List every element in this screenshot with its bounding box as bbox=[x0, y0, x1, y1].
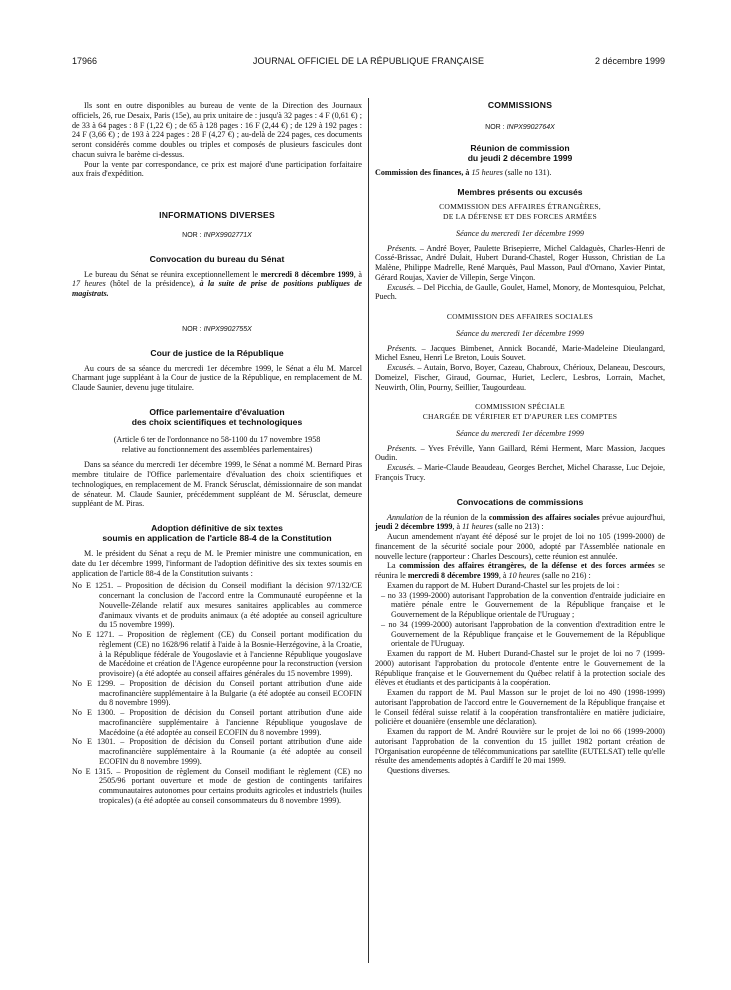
heading-office-parlementaire: Office parlementaire d'évaluation des choix scientifiques et technologiques bbox=[131, 406, 303, 427]
list-item: No E 1251. – Proposition de décision du Conseil modifiant la décision 97/132/CE concernant la conclusion de l'accord entre la Communauté européenne et la Nouvelle-Zélande relatif aux mesures sanitaires applicables au commerce d'animaux vivants et de produits animaux (a été adoptée au conseil agriculture du 15 novembre 1999). bbox=[72, 581, 363, 630]
heading-reunion-commission: Réunion de commission du jeudi 2 décembre 1999 bbox=[467, 142, 573, 163]
heading-adoption-textes: Adoption définitive de six textes soumis en application de l'article 88-4 de la Constitution bbox=[102, 523, 332, 543]
commission-name: COMMISSION SPÉCIALE CHARGÉE DE VÉRIFIER ET D'APURER LES COMPTES bbox=[422, 402, 618, 421]
examen-paragraph: Examen du rapport de M. Hubert Durand-Chastel sur le projet de loi no 7 (1999-2000) autorisant l'approbation du protocole d'entente entre le Gouvernement de la République française et le Gouvernement du Québec relatif à la protection sociale des élèves et étudiants et des participants à la coopération. bbox=[375, 649, 665, 688]
page-header bbox=[72, 56, 665, 70]
page-number: 17966 bbox=[72, 56, 98, 66]
nor-reference: NOR : INPX9902764X bbox=[485, 123, 555, 131]
list-item: No E 1300. – Proposition de décision du Conseil portant attribution d'une aide macrofinancière supplémentaire à l'ancienne République yougoslave de Macédoine (a été adoptée au conseil ECOFIN du 8 novembre 1999). bbox=[72, 708, 362, 737]
list-item: No E 1315. – Proposition de règlement du Conseil modifiant le règlement (CE) no 2505/96 portant ouverture et mode de gestion de contingents tarifaires communautaires autonomes pour certains produits agricoles et industriels (huiles tropicales) (a été adoptée au conseil consommateurs du 8 novembre 1999). bbox=[72, 766, 362, 805]
intro-paragraph: Pour la vente par correspondance, ce prix est majoré d'une participation forfaitaire aux frais d'expédition. bbox=[72, 159, 362, 179]
heading-convocations-commissions: Convocations de commissions bbox=[456, 496, 584, 507]
office-reference: (Article 6 ter de l'ordonnance no 58-1100 du 17 novembre 1958 relative au fonctionnement des assemblées parlementaires) bbox=[113, 434, 321, 454]
text-list bbox=[72, 581, 362, 805]
examen-paragraph: Examen du rapport de M. Paul Masson sur le projet de loi no 490 (1998-1999) autorisant l'approbation de l'accord entre le Gouvernement de la République française et le Conseil fédéral suisse relatif à la coopération transfrontalière en matière judiciaire, policière et douanière (ensemble une déclaration). bbox=[375, 688, 665, 727]
list-item: – no 34 (1999-2000) autorisant l'approbation de la convention d'extradition entre le Gouvernement de la République française et le Gouvernement de la République orientale de l'Uruguay. bbox=[381, 619, 665, 649]
adoption-paragraph: M. le président du Sénat a reçu de M. le Premier ministre une communication, en date du 1er décembre 1999, l'informant de l'adoption définitive des six textes soumis en application de l'article 88-4 de la Constitution suivants : bbox=[72, 549, 362, 578]
nor-reference: NOR : INPX9902771X bbox=[182, 231, 252, 239]
intro-paragraph: Ils sont en outre disponibles au bureau de vente de la Direction des Journaux officiels, 26, rue Desaix, Paris (15e), au prix unitaire de : jusqu'à 32 pages : 4 F (0,61 €) ; de 33 à 64 pages : 8 F (1,22 €) ; de 65 à 128 pages : 16 F (2,44 €) ; de 129 à 192 pages : 24 F (3,66 €) ; de 193 à 224 pages : 28 F (4,27 €) ; au-delà de 224 pages, ces documents seront considérés comme doubles ou triples et composés de plusieurs fascicules dont chacun suivra le barème ci-dessus. bbox=[72, 101, 362, 159]
cour-paragraph: Au cours de sa séance du mercredi 1er décembre 1999, le Sénat a élu M. Marcel Charmant juge suppléant à la Cour de justice de la République, en remplacement de M. Claude Saunier, devenu juge titulaire. bbox=[72, 363, 362, 392]
aucun-amendement-paragraph: Aucun amendement n'ayant été déposé sur le projet de loi no 105 (1999-2000) de financement de la sécurité sociale pour 2000, adopté par l'Assemblée nationale en nouvelle lecture (rapporteur : Charles Descours), cette réunion est annulée. bbox=[375, 532, 665, 561]
annulation-paragraph: Annulation de la réunion de la commission des affaires sociales prévue aujourd'hui, jeudi 2 décembre 1999, à 11 heures (salle no 213) : bbox=[375, 512, 665, 532]
finances-line: Commission des finances, à 15 heures (salle no 131). bbox=[375, 167, 552, 177]
commission-name: COMMISSION DES AFFAIRES ÉTRANGÈRES, DE LA DÉFENSE ET DES FORCES ARMÉES bbox=[439, 202, 601, 221]
examen-paragraph: Examen du rapport de M. Hubert Durand-Chastel sur les projets de loi : bbox=[387, 580, 620, 590]
section-title-commissions: COMMISSIONS bbox=[487, 100, 553, 110]
left-column bbox=[72, 101, 362, 806]
etrangeres-paragraph: La commission des affaires étrangères, de la défense et des forces armées se réunira le mercredi 8 décembre 1999, à 10 heures (salle no 216) : bbox=[375, 561, 666, 580]
list-item: No E 1271. – Proposition de règlement (CE) du Conseil portant modification du règlement (CE) no 1628/96 relatif à l'aide à la Bosnie-Herzégovine, à la Croatie, à la République fédérale de Yougoslavie et à l'ancienne République yougoslave de Macédoine et création de l'Agence européenne pour la reconstruction (version provisoire) (a été adoptée au conseil affaires générales du 15 novembre 1999). bbox=[72, 630, 362, 678]
examen-paragraph: Examen du rapport de M. André Rouvière sur le projet de loi no 66 (1999-2000) autorisant l'approbation de la convention du 15 juillet 1982 portant création de l'Organisation européenne de télécommunications par satellite (EUTELSAT) telle qu'elle résulte des amendements adoptés à Cardiff le 20 mai 1999. bbox=[375, 727, 665, 766]
heading-membres-presents: Membres présents ou excusés bbox=[457, 187, 583, 198]
presents-paragraph: Présents. – Jacques Bimbenet, Annick Bocandé, Marie-Madeleine Dieulangard, Michel Esneu, Henri Le Breton, Louis Souvet. bbox=[375, 343, 665, 363]
nor-reference: NOR : INPX9902755X bbox=[182, 325, 252, 333]
presents-paragraph: Présents. – André Boyer, Paulette Brisepierre, Michel Caldaguès, Charles-Henri de Cossé-Brissac, André Dulait, Hubert Durand-Chastel, Roger Husson, Christian de La Malène, Philippe Madrelle, René Marquès, Paul Masson, Paul d'Ornano, Xavier Pintat, Gérard Roujas, Xavier de Villepin, Serge Vinçon. bbox=[375, 243, 665, 282]
excuses-paragraph: Excusés. – Marie-Claude Beaudeau, Georges Berchet, Michel Charasse, Luc Dejoie, François Trucy. bbox=[375, 463, 665, 482]
seance-date: Séance du mercredi 1er décembre 1999 bbox=[456, 228, 584, 238]
convocation-paragraph: Le bureau du Sénat se réunira exceptionnellement le mercredi 8 décembre 1999, à 17 heures (hôtel de la présidence), à la suite de prise de positions publiques de magistrats. bbox=[72, 269, 362, 298]
list-item: – no 33 (1999-2000) autorisant l'approbation de la convention d'entraide judiciaire en matière pénale entre le Gouvernement de la République française et le Gouvernement de la République orientale de l'Uruguay ; bbox=[381, 590, 665, 619]
list-item: No E 1299. – Proposition de décision du Conseil portant attribution d'une aide macrofinancière supplémentaire à la Bulgarie (a été adoptée au conseil ECOFIN du 8 novembre 1999). bbox=[72, 678, 362, 708]
journal-title: JOURNAL OFFICIEL DE LA RÉPUBLIQUE FRANÇAISE bbox=[252, 56, 485, 66]
office-paragraph: Dans sa séance du mercredi 1er décembre 1999, le Sénat a nommé M. Bernard Piras membre titulaire de l'Office parlementaire d'évaluation des choix scientifiques et technologiques, en remplacement de M. Franck Sérusclat, démissionnaire de son mandat de sénateur. M. Claude Saunier, précédemment suppléant de M. Sérusclat, demeure suppléant de M. Piras. bbox=[72, 460, 362, 509]
heading-convocation-bureau: Convocation du bureau du Sénat bbox=[149, 253, 285, 264]
issue-date: 2 décembre 1999 bbox=[594, 56, 665, 66]
seance-date: Séance du mercredi 1er décembre 1999 bbox=[456, 428, 584, 438]
right-column bbox=[375, 101, 665, 776]
column-divider bbox=[368, 98, 369, 963]
excuses-paragraph: Excusés. – Autain, Borvo, Boyer, Cazeau, Chabroux, Chérioux, Delaneau, Descours, Domeizel, Fischer, Giraud, Gournac, Huriet, Leclerc, Lesbros, Lorrain, Machet, Neuwirth, Olin, Pourny, Seillier, Taugourdeau. bbox=[375, 363, 665, 392]
heading-cour-justice: Cour de justice de la République bbox=[150, 347, 284, 358]
commission-name: COMMISSION DES AFFAIRES SOCIALES bbox=[446, 312, 594, 321]
questions-diverses: Questions diverses. bbox=[387, 766, 450, 775]
seance-date: Séance du mercredi 1er décembre 1999 bbox=[456, 328, 584, 338]
section-title-informations: INFORMATIONS DIVERSES bbox=[159, 210, 275, 220]
presents-paragraph: Présents. – Yves Fréville, Yann Gaillard, Rémi Herment, Marc Massion, Jacques Oudin. bbox=[375, 443, 665, 463]
list-item: No E 1301. – Proposition de décision du Conseil portant attribution d'une aide macrofinancière supplémentaire à la Roumanie (a été adoptée au conseil ECOFIN du 8 novembre 1999). bbox=[72, 737, 362, 766]
excuses-paragraph: Excusés. – Del Picchia, de Gaulle, Goulet, Hamel, Monory, de Montesquiou, Pelchat, Puech. bbox=[375, 282, 665, 302]
